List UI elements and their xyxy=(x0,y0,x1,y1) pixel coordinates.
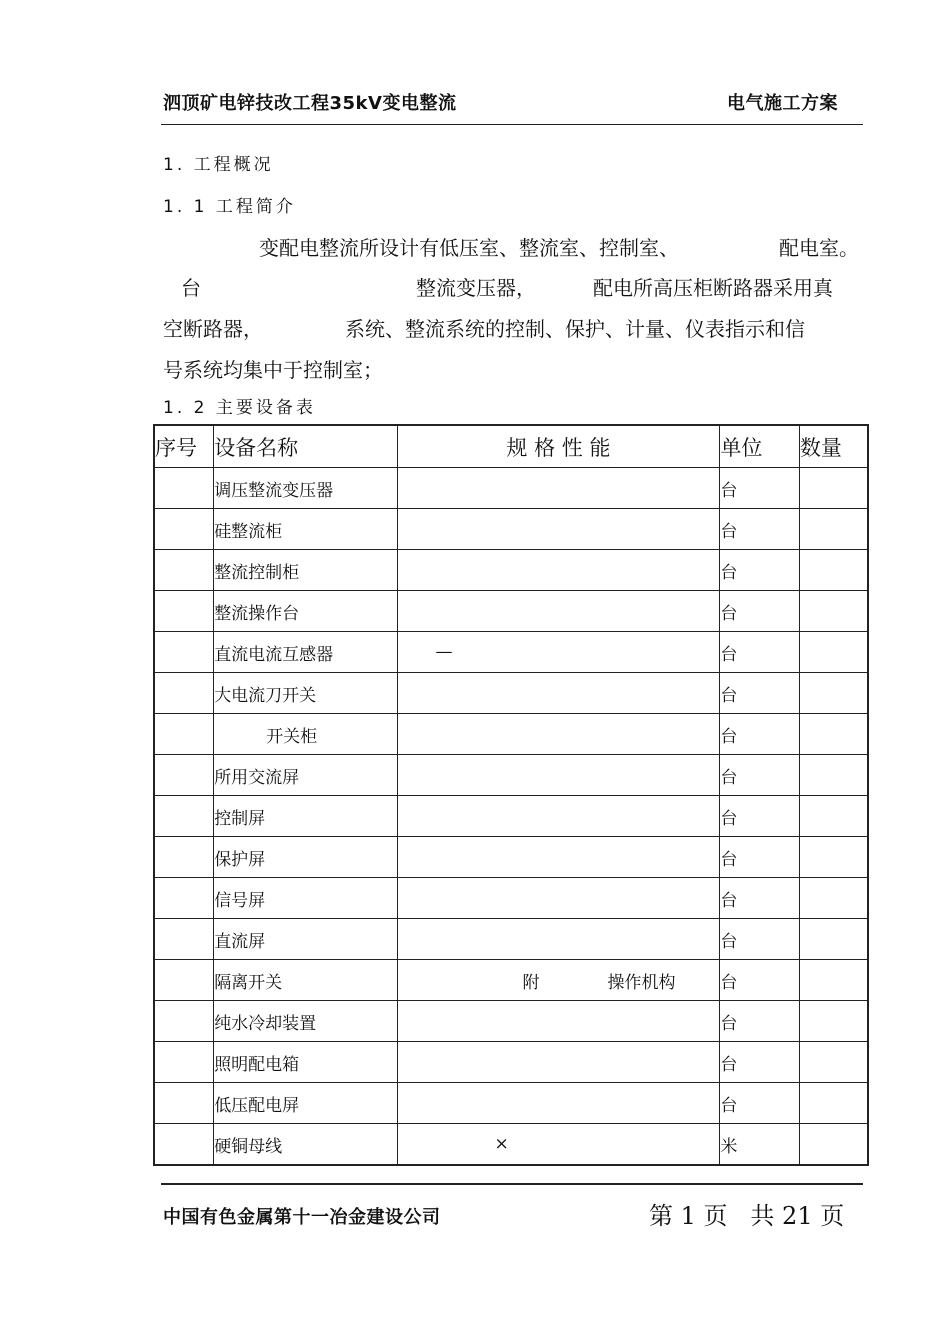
cell-index xyxy=(154,1001,214,1042)
cell-name: 直流屏 xyxy=(214,919,397,960)
cell-qty xyxy=(799,468,868,509)
cell-qty xyxy=(799,1001,868,1042)
subsection-title-intro: 1. 1 工程简介 xyxy=(163,197,296,217)
cell-spec xyxy=(397,878,720,919)
table-row xyxy=(154,714,868,755)
cell-index xyxy=(154,1042,214,1083)
cell-qty xyxy=(799,1042,868,1083)
table-row xyxy=(154,755,868,796)
equipment-table xyxy=(153,424,869,1166)
para-line-1: 变配电整流所设计有低压室、整流室、控制室、 xyxy=(259,236,679,260)
cell-index xyxy=(154,878,214,919)
footer-divider xyxy=(161,1183,863,1185)
cell-spec xyxy=(397,591,720,632)
cell-qty xyxy=(799,796,868,837)
cell-name: 所用交流屏 xyxy=(214,755,397,796)
table-row xyxy=(154,796,868,837)
cell-unit: 台 xyxy=(720,673,800,714)
cell-index xyxy=(154,673,214,714)
cell-spec xyxy=(397,1042,720,1083)
cell-unit: 台 xyxy=(720,591,800,632)
table-row xyxy=(154,550,868,591)
cell-index xyxy=(154,468,214,509)
cell-qty xyxy=(799,550,868,591)
table-row xyxy=(154,591,868,632)
cell-spec xyxy=(397,837,720,878)
cell-unit: 台 xyxy=(720,878,800,919)
cell-qty xyxy=(799,755,868,796)
cell-qty xyxy=(799,509,868,550)
section-title: 1. 工程概况 xyxy=(163,155,274,175)
table-row xyxy=(154,632,868,673)
cell-unit: 台 xyxy=(720,714,800,755)
col-header-spec: 规 格 性 能 xyxy=(397,425,720,468)
cell-qty xyxy=(799,1083,868,1124)
cell-unit: 台 xyxy=(720,796,800,837)
cell-spec xyxy=(397,919,720,960)
cell-spec xyxy=(397,1083,720,1124)
header-project-title: 泗顶矿电锌技改工程35kV变电整流 xyxy=(163,93,457,114)
cell-index xyxy=(154,632,214,673)
cell-name: 直流电流互感器 xyxy=(214,632,397,673)
cell-name: 硅整流柜 xyxy=(214,509,397,550)
cell-index xyxy=(154,919,214,960)
table-row xyxy=(154,837,868,878)
table-row xyxy=(154,1124,868,1166)
para-line-2b: 整流变压器， xyxy=(416,276,536,300)
table-row xyxy=(154,960,868,1001)
spec-text: × xyxy=(494,1134,509,1154)
cell-qty xyxy=(799,714,868,755)
col-header-name: 设备名称 xyxy=(214,425,397,468)
cell-unit: 台 xyxy=(720,1042,800,1083)
table-row xyxy=(154,919,868,960)
table-header-row xyxy=(154,425,868,468)
cell-index xyxy=(154,714,214,755)
footer-company: 中国有色金属第十一冶金建设公司 xyxy=(163,1207,441,1228)
cell-unit: 台 xyxy=(720,509,800,550)
cell-unit: 台 xyxy=(720,468,800,509)
cell-index xyxy=(154,837,214,878)
cell-spec xyxy=(397,509,720,550)
para-line-1-end: 配电室。 xyxy=(779,236,859,260)
cell-spec xyxy=(397,1001,720,1042)
cell-name: 控制屏 xyxy=(214,796,397,837)
cell-index xyxy=(154,755,214,796)
cell-unit: 台 xyxy=(720,550,800,591)
cell-name: 保护屏 xyxy=(214,837,397,878)
table-row xyxy=(154,1001,868,1042)
cell-index xyxy=(154,1083,214,1124)
cell-qty xyxy=(799,960,868,1001)
cell-index xyxy=(154,1124,214,1166)
footer-page-number xyxy=(649,1196,844,1231)
para-line-3b: 系统、整流系统的控制、保护、计量、仪表指示和信 xyxy=(345,317,805,341)
cell-name: 隔离开关 xyxy=(214,960,397,1001)
col-header-unit: 单位 xyxy=(720,425,800,468)
cell-spec xyxy=(397,796,720,837)
col-header-index: 序号 xyxy=(154,425,214,468)
para-line-3a: 空断路器， xyxy=(163,317,263,341)
cell-unit: 台 xyxy=(720,919,800,960)
cell-qty xyxy=(799,878,868,919)
cell-name: 低压配电屏 xyxy=(214,1083,397,1124)
cell-index xyxy=(154,796,214,837)
header-divider xyxy=(161,124,863,125)
subsection-title-equipment: 1. 2 主要设备表 xyxy=(163,398,316,418)
cell-name: 大电流刀开关 xyxy=(214,673,397,714)
para-line-2a: 台 xyxy=(181,276,201,300)
cell-unit: 米 xyxy=(720,1124,800,1166)
cell-index xyxy=(154,550,214,591)
cell-name: 硬铜母线 xyxy=(214,1124,397,1166)
cell-unit: 台 xyxy=(720,632,800,673)
cell-name: 纯水冷却装置 xyxy=(214,1001,397,1042)
table-row xyxy=(154,1083,868,1124)
cell-qty xyxy=(799,919,868,960)
cell-name: 开关柜 xyxy=(214,714,397,755)
cell-name: 调压整流变压器 xyxy=(214,468,397,509)
cell-spec xyxy=(397,755,720,796)
cell-qty xyxy=(799,591,868,632)
cell-unit: 台 xyxy=(720,1001,800,1042)
cell-spec xyxy=(397,468,720,509)
cell-unit: 台 xyxy=(720,960,800,1001)
para-line-4: 号系统均集中于控制室； xyxy=(163,358,383,382)
cell-spec xyxy=(397,673,720,714)
cell-spec xyxy=(397,1124,720,1166)
cell-unit: 台 xyxy=(720,755,800,796)
cell-name: 信号屏 xyxy=(214,878,397,919)
cell-qty xyxy=(799,632,868,673)
cell-qty xyxy=(799,837,868,878)
table-row xyxy=(154,509,868,550)
table-row xyxy=(154,878,868,919)
cell-name: 整流控制柜 xyxy=(214,550,397,591)
cell-index xyxy=(154,509,214,550)
cell-index xyxy=(154,591,214,632)
para-line-2c: 配电所高压柜断路器采用真 xyxy=(593,276,833,300)
cell-spec xyxy=(397,960,720,1001)
spec-text: 附 xyxy=(522,972,540,993)
cell-unit: 台 xyxy=(720,1083,800,1124)
footer-page-total: 共 21 页 xyxy=(750,1202,845,1230)
header-doc-type: 电气施工方案 xyxy=(727,93,838,114)
cell-qty xyxy=(799,673,868,714)
cell-unit: 台 xyxy=(720,837,800,878)
footer-page-current: 第 1 页 xyxy=(649,1202,728,1230)
cell-spec xyxy=(397,550,720,591)
cell-name: 整流操作台 xyxy=(214,591,397,632)
col-header-qty: 数量 xyxy=(799,425,868,468)
spec-text: — xyxy=(435,642,453,662)
cell-index xyxy=(154,960,214,1001)
table-row xyxy=(154,673,868,714)
cell-spec xyxy=(397,714,720,755)
cell-spec xyxy=(397,632,720,673)
table-row xyxy=(154,1042,868,1083)
table-row xyxy=(154,468,868,509)
cell-name: 照明配电箱 xyxy=(214,1042,397,1083)
spec-text-2: 操作机构 xyxy=(607,972,676,993)
cell-qty xyxy=(799,1124,868,1166)
